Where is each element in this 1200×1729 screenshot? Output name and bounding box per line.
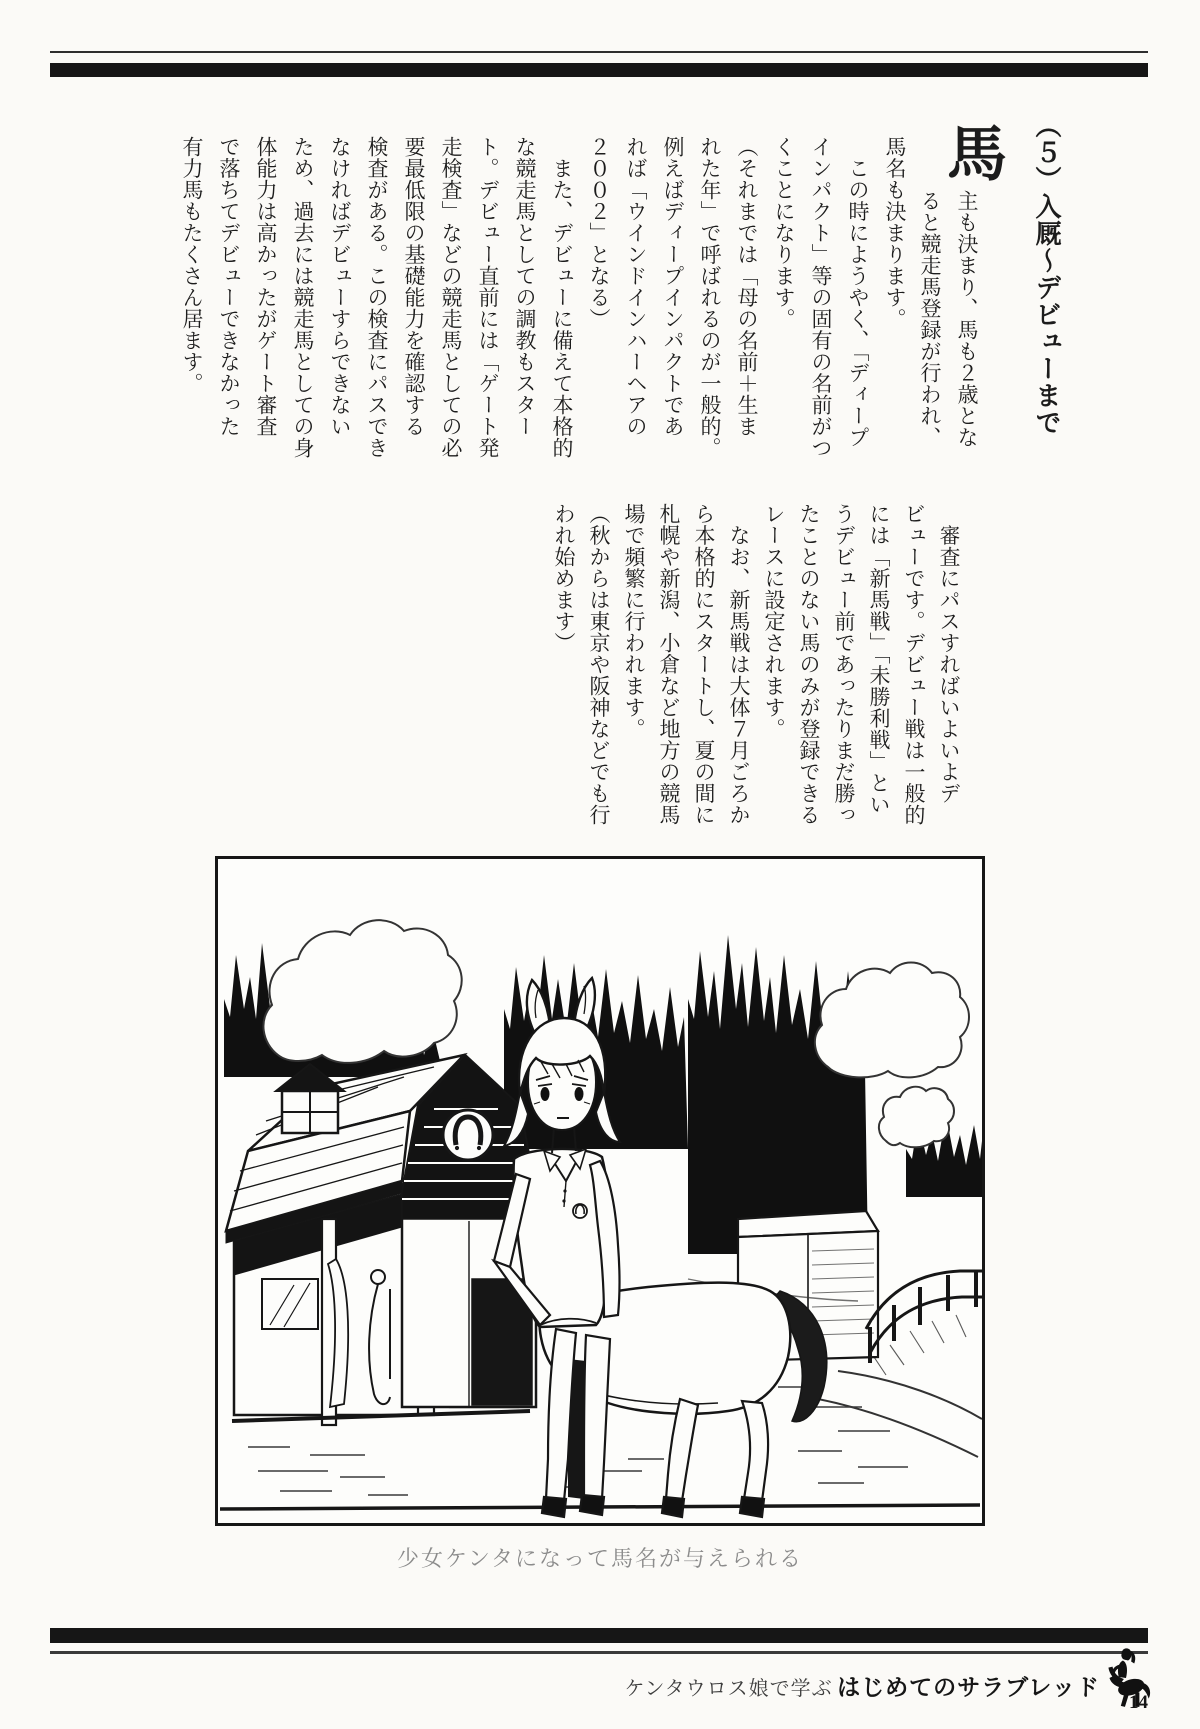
text-column: ト。デビュー直前には「ゲート発 xyxy=(476,136,499,459)
text-column: 札幌や新潟、小倉など地方の競馬 xyxy=(657,503,680,826)
horseshoe-emblem xyxy=(443,1110,493,1160)
text-column: なければデビューすらできない xyxy=(328,136,351,437)
text-column: うデビュー前であったりまだ勝っ xyxy=(832,503,855,826)
text-column: インパクト」等の固有の名前がつ xyxy=(809,136,832,459)
barn xyxy=(226,1055,536,1425)
paddock-fence xyxy=(866,1271,982,1375)
text-column: たことのない馬のみが登録できる xyxy=(797,503,820,826)
text-column: 馬名も決まります。 xyxy=(883,136,906,330)
text-column: 走検査」などの競走馬としての必 xyxy=(439,136,462,459)
text-column: れば「ウインドインハーヘアの xyxy=(624,136,647,437)
text-column: な競走馬としての調教もスター xyxy=(513,136,536,437)
text-column: くことになります。 xyxy=(772,136,795,330)
text-column: （それまでは「母の名前＋生ま xyxy=(735,136,758,437)
text-column: 要最低限の基礎能力を確認する xyxy=(402,136,425,437)
text-column: 主も決まり、馬も２歳とな xyxy=(955,190,978,448)
text-column: 検査がある。この検査にパスでき xyxy=(365,136,388,459)
centaur-barn-illustration xyxy=(218,859,982,1523)
text-column: この時にようやく、「ディープ xyxy=(846,136,869,448)
footer-book-title: はじめてのサラブレッド xyxy=(837,1674,1100,1700)
text-column: ビューです。デビュー戦は一般的 xyxy=(902,503,925,826)
text-column: ら本格的にスタートし、夏の間に xyxy=(692,503,715,826)
text-column: 例えばディープインパクトであ xyxy=(661,136,684,437)
text-column: 場で頻繁に行われます。 xyxy=(622,503,645,740)
text-column: れた年」で呼ばれるのが一般的。 xyxy=(698,136,721,459)
bottom-rule-thick xyxy=(50,1628,1148,1643)
text-column: また、デビューに備えて本格的 xyxy=(550,136,573,459)
text-column: （秋からは東京や阪神などでも行 xyxy=(587,503,610,826)
paragraph-block-1 xyxy=(173,136,913,536)
text-column: には「新馬戦」「未勝利戦」とい xyxy=(867,503,890,815)
drop-cap-uma: 馬 xyxy=(939,122,1006,182)
figure-caption: 少女ケンタになって馬名が与えられる xyxy=(396,1546,804,1571)
footer xyxy=(624,1669,1100,1702)
paragraph-block-1-head xyxy=(911,190,985,520)
text-column: 有力馬もたくさん居ます。 xyxy=(180,136,203,394)
paragraph-block-2 xyxy=(546,503,966,873)
text-column: レースに設定されます。 xyxy=(762,503,785,740)
text-column: 審査にパスすればいよいよデ xyxy=(937,503,960,804)
text-column: われ始めます） xyxy=(552,503,575,654)
bottom-rule-thin xyxy=(50,1651,1148,1654)
text-column: ２００２」となる） xyxy=(587,136,610,330)
text-column: で落ちてデビューできなかった xyxy=(217,136,240,437)
text-column: なお、新馬戦は大体７月ごろか xyxy=(727,503,750,826)
illustration-frame xyxy=(215,856,985,1526)
page-number: 14 xyxy=(1129,1692,1148,1713)
top-rule-thick xyxy=(50,63,1148,77)
footer-series-title: ケンタウロス娘で学ぶ xyxy=(624,1678,833,1700)
text-column: ため、過去には競走馬としての身 xyxy=(291,136,314,459)
top-rule-thin xyxy=(50,51,1148,53)
section-title: （５）入厩〜デビューまで xyxy=(1032,112,1062,436)
text-column: 体能力は高かったがゲート審査 xyxy=(254,136,277,437)
text-column: ると競走馬登録が行われ、 xyxy=(918,190,941,448)
